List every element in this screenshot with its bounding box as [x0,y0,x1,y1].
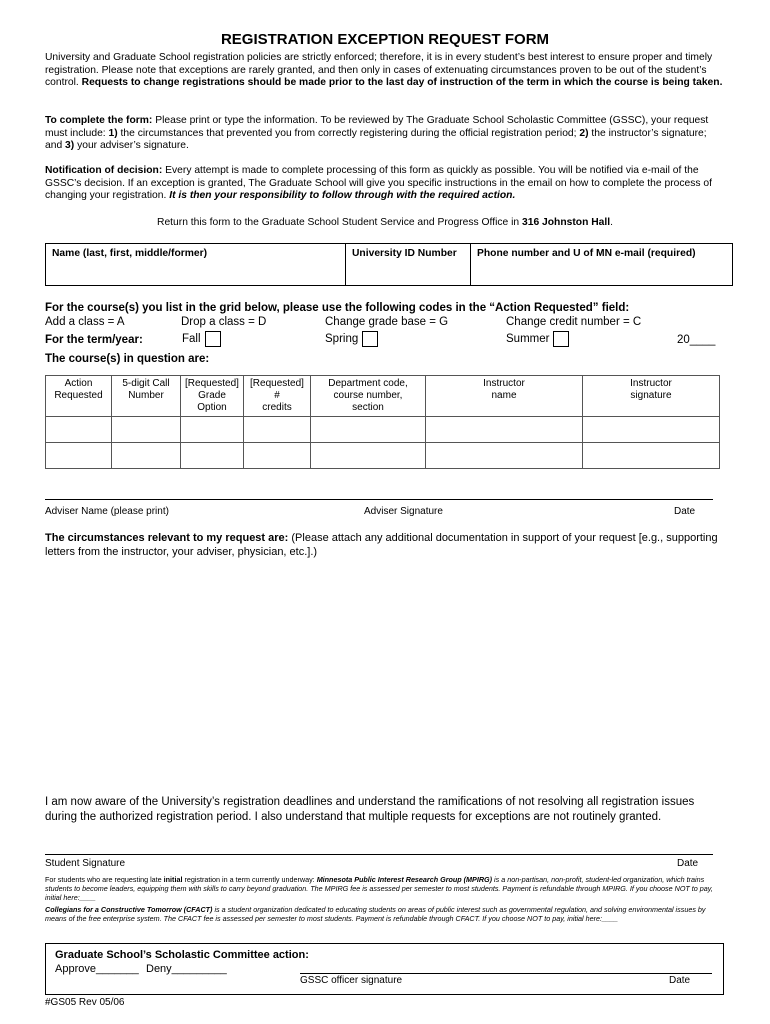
term-fall-option [182,331,221,347]
code-grade: Change grade base = G [325,316,449,328]
table-cell[interactable] [46,443,112,469]
mpirg-notice [45,875,725,902]
header-line: [Requested] [250,378,304,389]
table-cell[interactable] [426,443,583,469]
header-action-requested [46,376,112,417]
courses-table-header [46,376,720,417]
complete-text-2: the circumstances that prevented you from correctly registering during the official registration period; [117,127,580,139]
student-signature-label: Student Signature [45,858,126,869]
complete-text-4: your adviser’s signature. [74,140,189,152]
circumstances-text: (Please attach any additional documentation in support of your request [e.g., supporting letters from the instructor, your adviser, physician, etc.].) [45,532,718,558]
table-row [46,443,720,469]
name-field-label: Name (last, first, middle/former) [52,248,208,259]
notification-text: Every attempt is made to complete processing of this form as quickly as possible. You will be notified via e-mail of the GSSC’s decision. If an exception is granted, The Graduate School will give you specific instructions in the email on how to complete the process of changing your registration. [45,165,712,202]
header-line: Department code, [328,378,408,389]
university-id-label: University ID Number [352,248,457,259]
cfact-notice [45,905,725,923]
code-credit: Change credit number = C [506,316,642,328]
header-line: Grade [198,390,226,401]
header-grade-option [181,376,244,417]
header-line: name [491,390,517,401]
term-summer-option [506,331,569,347]
student-signature-line[interactable] [45,854,713,855]
table-cell[interactable] [244,417,311,443]
return-end: . [610,217,613,228]
intro-bold-text: Requests to change registrations should be made prior to the last day of instruction of the term in which the course is being taken. [81,77,723,89]
header-line: Instructor [483,378,525,389]
circumstances-section[interactable] [45,532,725,559]
fall-checkbox[interactable] [205,331,221,347]
code-drop: Drop a class = D [181,316,267,328]
return-text: Return this form to the Graduate School Student Service and Progress Office in [157,217,522,228]
gssc-date-label: Date [669,975,691,986]
complete-text-3: the instructor’s signature; and [45,127,707,152]
header-call-number [112,376,181,417]
mpirg-text-b: initial [163,875,183,884]
header-line: credits [262,402,292,413]
table-cell[interactable] [181,417,244,443]
committee-heading: Graduate School’s Scholastic Committee action: [55,949,309,961]
complete-num-3: 3) [65,140,75,152]
complete-text-1: Please print or type the information. To be reviewed by The Graduate School Scholastic Committee (GSSC), your request must include: [45,115,709,139]
complete-num-1: 1) [108,127,118,139]
form-title: REGISTRATION EXCEPTION REQUEST FORM [220,31,550,48]
student-id-box [45,243,733,286]
phone-email-field[interactable] [471,244,732,285]
return-instruction [0,217,770,228]
deny-field[interactable]: Deny_________ [146,963,227,975]
notification-paragraph [45,165,725,203]
header-line: section [352,402,384,413]
student-date-label: Date [677,858,699,869]
notification-emphasis: It is then your responsibility to follow through with the required action. [169,190,516,202]
mpirg-text-a: For students who are requesting late [45,875,164,884]
table-cell[interactable] [583,417,720,443]
term-spring-label: Spring [325,333,359,346]
table-cell[interactable] [46,417,112,443]
header-instructor-signature [583,376,720,417]
header-line: # [274,390,280,401]
courses-label: The course(s) in question are: [45,353,210,365]
table-cell[interactable] [311,417,426,443]
mpirg-text-e: is a non-partisan, non-profit, student-led organization, which trains students to become leaders, equipping them with skills to carry beyond graduation. The MPIRG fee is assessed per semester to most students. Payment is refundable through MPIRG. If you choose NOT to pay, initial here:____ [45,875,713,902]
intro-text: University and Graduate School registration policies are strictly enforced; therefore, it is in every student’s best interest to ensure proper and timely registration. Please note that exceptions are rarely granted, and then only in cases of extenuating circumstances proven to be out of the student’s control. [45,52,713,89]
header-line: Requested [54,390,103,401]
mpirg-org-name: Minnesota Public Interest Research Group (MPIRG) [316,875,493,884]
adviser-signature-label: Adviser Signature [364,506,443,517]
term-label: For the term/year: [45,334,143,346]
table-cell[interactable] [583,443,720,469]
header-credits [244,376,311,417]
gssc-signature-line[interactable] [300,973,712,974]
form-revision: #GS05 Rev 05/06 [45,997,125,1008]
header-line: Instructor [630,378,672,389]
summer-checkbox[interactable] [553,331,569,347]
table-cell[interactable] [112,443,181,469]
circumstances-heading: The circumstances relevant to my request are: [45,532,289,544]
complete-paragraph [45,115,725,153]
acknowledgement-text: I am now aware of the University’s registration deadlines and understand the ramifications of not resolving all registration issues during the authorized registration period. I also understand that multiple requests for exceptions are not routinely granted. [45,796,695,823]
table-cell[interactable] [311,443,426,469]
term-spring-option [325,331,378,347]
phone-email-label: Phone number and U of MN e-mail (required) [477,248,696,259]
table-cell[interactable] [181,443,244,469]
table-cell[interactable] [112,417,181,443]
adviser-signature-line[interactable] [45,499,713,500]
header-line: Option [197,402,227,413]
header-line: [Requested] [185,378,239,389]
name-field[interactable] [46,244,346,285]
cfact-text: is a student organization dedicated to educating students on areas of public interest such as governmental regulation, and solving environmental issues by means of the free enterprise system. The CFACT fee is assessed per semester to most students. Payment is refundable through CFACT. If you choose NOT to pay, initial here:____ [45,905,706,923]
mpirg-text-c: registration in a term currently underway: [182,875,317,884]
university-id-field[interactable] [346,244,471,285]
codes-heading: For the course(s) you list in the grid below, please use the following codes in the “Action Requested” field: [45,302,630,314]
adviser-name-label: Adviser Name (please print) [45,506,169,517]
complete-heading: To complete the form: [45,115,153,126]
spring-checkbox[interactable] [362,331,378,347]
table-row [46,417,720,443]
committee-action-box [45,943,724,995]
approve-field[interactable]: Approve_______ [55,963,139,975]
header-line: signature [630,390,672,401]
header-line: Number [128,390,164,401]
header-line: 5-digit Call [122,378,170,389]
term-summer-label: Summer [506,333,550,346]
return-location: 316 Johnston Hall [521,217,611,228]
table-cell[interactable] [426,417,583,443]
courses-table [45,375,720,469]
term-year-field[interactable]: 20____ [677,334,716,346]
cfact-org-name: Collegians for a Constructive Tomorrow (CFACT) [45,905,213,914]
header-department-code [311,376,426,417]
intro-paragraph [45,52,725,90]
gssc-officer-label: GSSC officer signature [300,975,403,986]
term-fall-label: Fall [182,333,201,346]
adviser-date-label: Date [674,506,696,517]
table-cell[interactable] [244,443,311,469]
complete-num-2: 2) [579,127,589,139]
code-add: Add a class = A [45,316,125,328]
header-instructor-name [426,376,583,417]
header-line: Action [64,378,93,389]
header-line: course number, [333,390,403,401]
notification-heading: Notification of decision: [45,165,163,176]
